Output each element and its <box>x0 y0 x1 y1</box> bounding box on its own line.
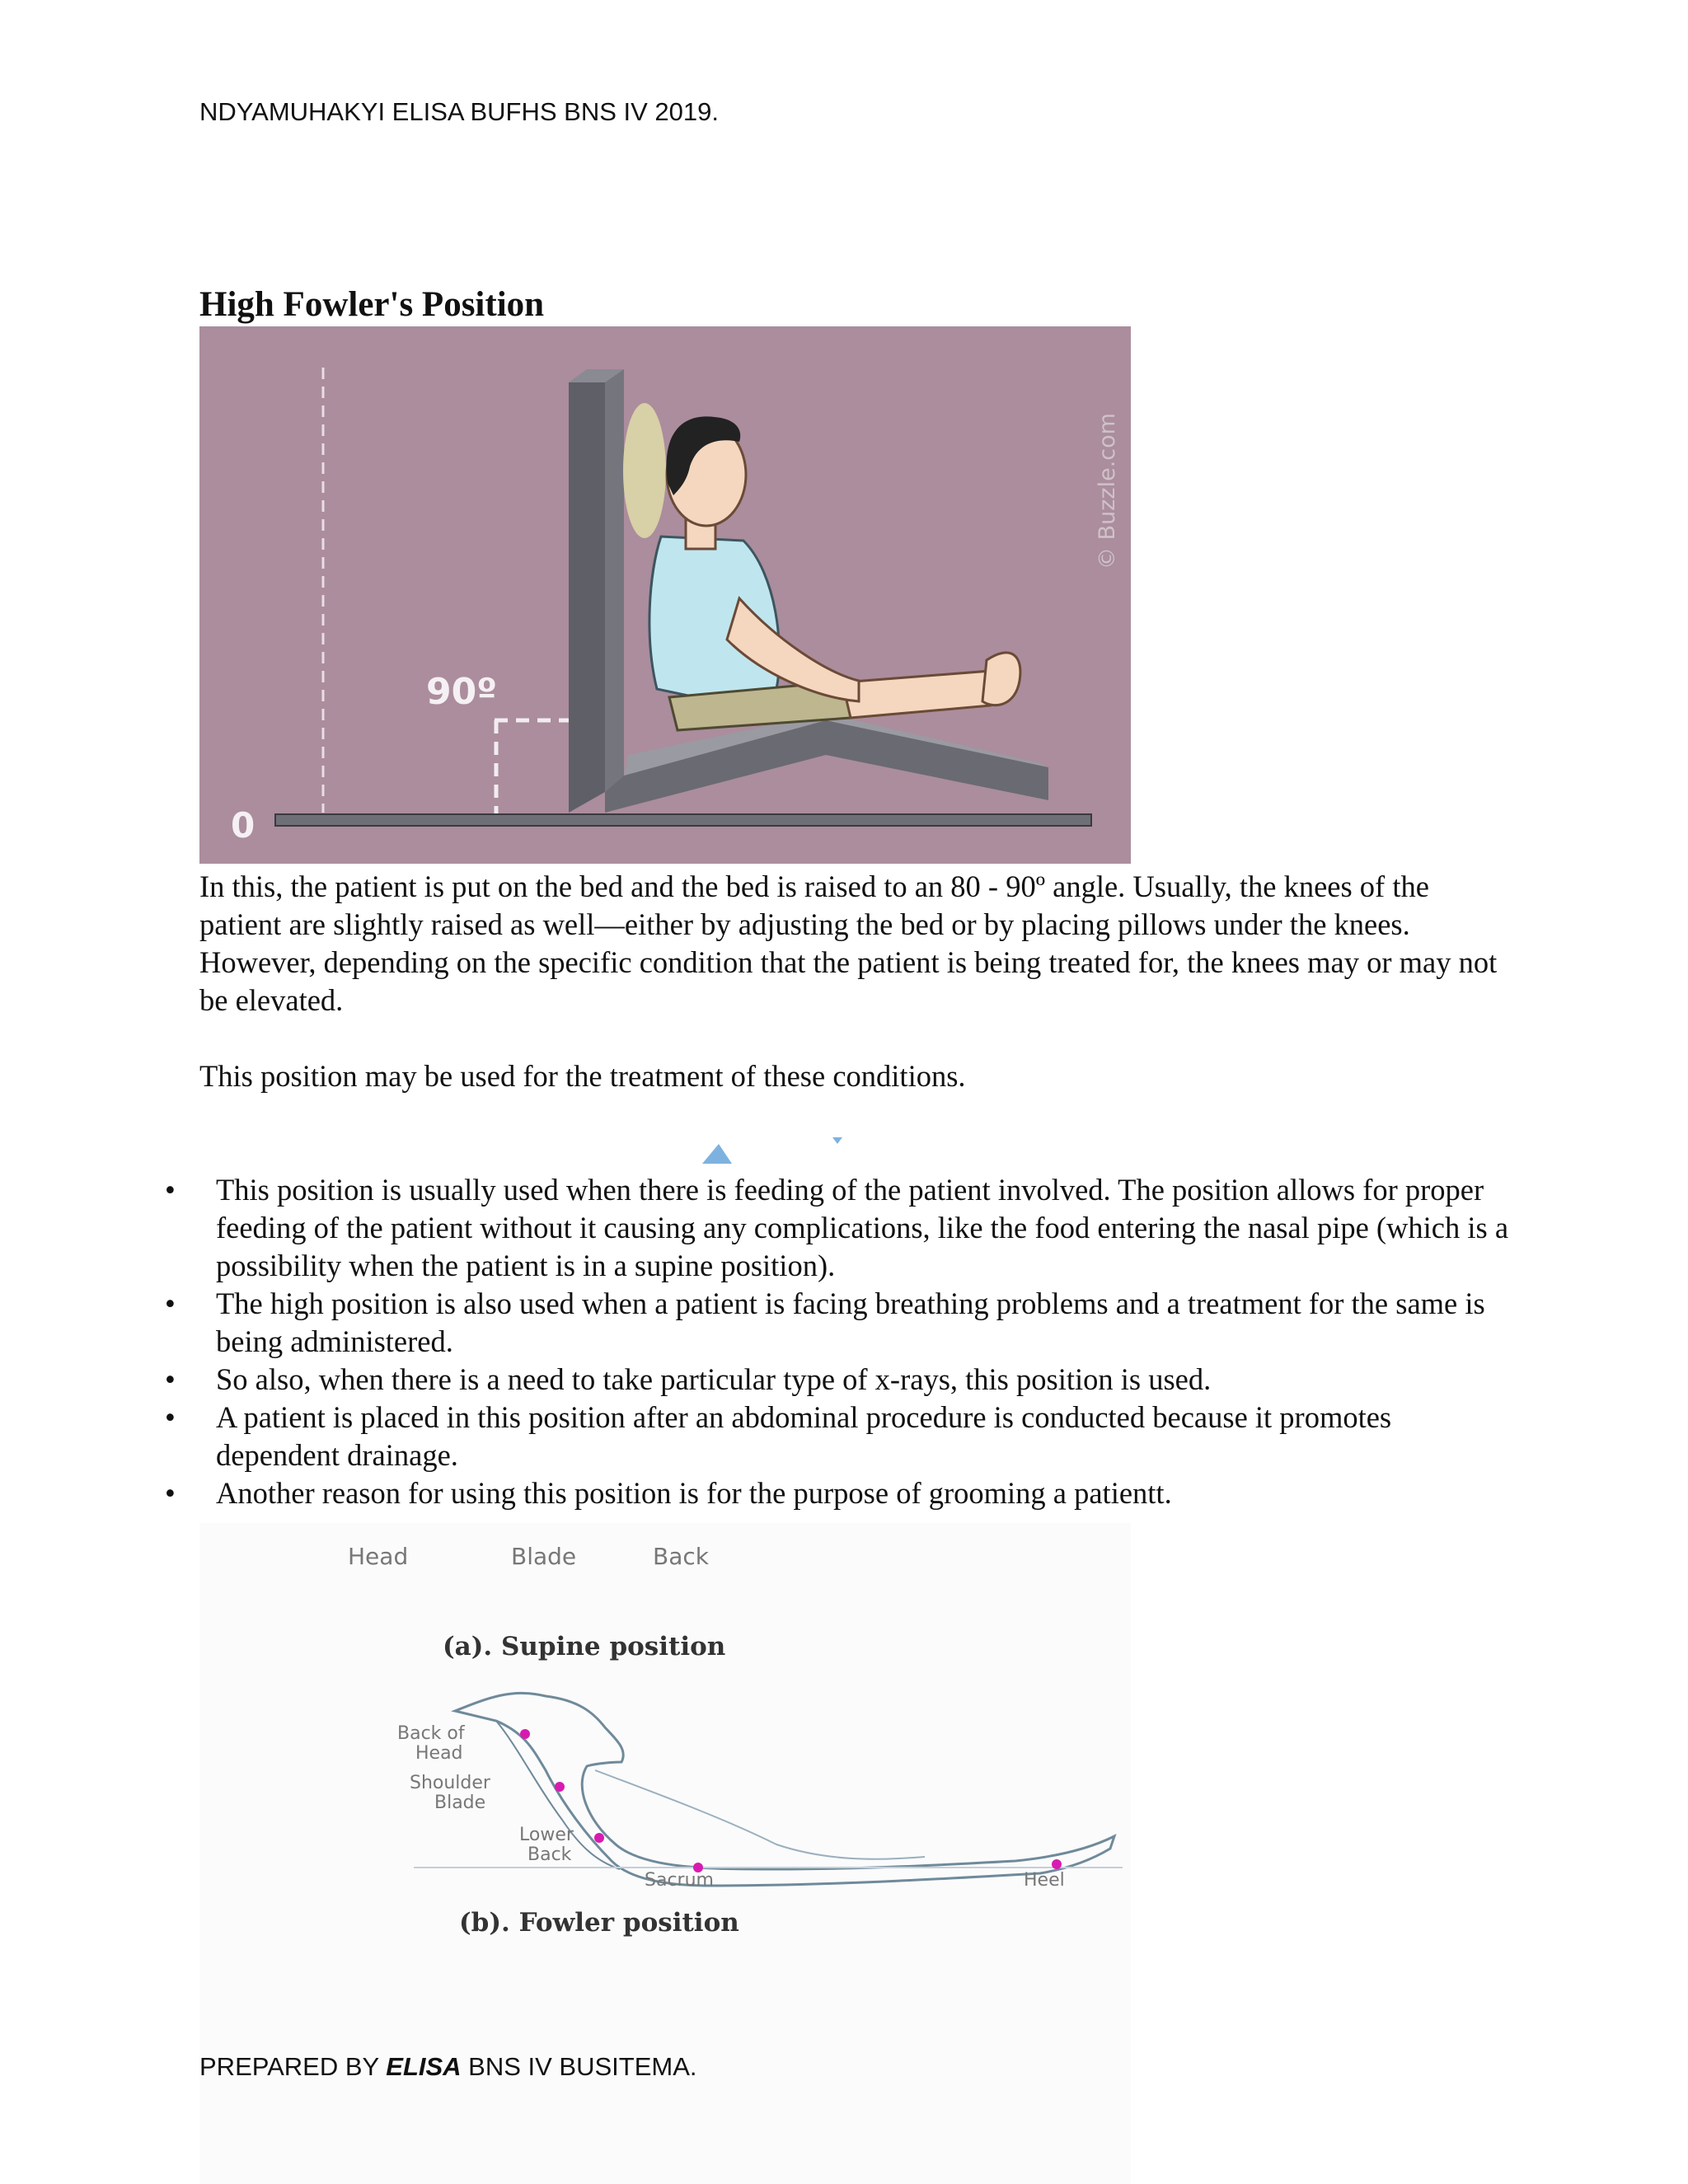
bullet-icon: • <box>165 1476 176 1510</box>
section-title: High Fowler's Position <box>199 285 545 324</box>
caption-fowler: (b). Fowler position <box>459 1908 739 1938</box>
label-lower-back-line1: Lower <box>519 1825 574 1845</box>
bullet-icon: • <box>165 1362 176 1396</box>
list-item: • Another reason for using this position is for the purpose of grooming a patientt. <box>165 1474 1517 1512</box>
zero-label: 0 <box>231 805 256 846</box>
conditions-list <box>165 1171 1517 1512</box>
pressure-point-heel <box>1052 1859 1062 1869</box>
high-fowler-illustration <box>199 326 1131 864</box>
bullet-icon: • <box>165 1400 176 1434</box>
list-item: • The high position is also used when a patient is facing breathing problems and a treatment for the same is being administered. <box>165 1286 1485 1358</box>
bed-back-side <box>605 369 624 792</box>
page-header: NDYAMUHAKYI ELISA BUFHS BNS IV 2019. <box>199 97 719 126</box>
top-label-back: Back <box>653 1543 709 1570</box>
list-item: • So also, when there is a need to take particular type of x-rays, this position is used. <box>165 1361 1517 1399</box>
angle-label: 90º <box>426 671 498 713</box>
top-label-blade: Blade <box>511 1543 577 1570</box>
label-shoulder-blade-line1: Shoulder <box>410 1773 490 1793</box>
pressure-point-back-of-head <box>520 1729 530 1739</box>
pressure-points-diagram <box>199 1523 1131 1968</box>
watermark-text: © Buzzle.com <box>1095 413 1120 569</box>
label-shoulder-blade-line2: Blade <box>434 1793 486 1813</box>
pressure-point-shoulder-blade <box>555 1782 565 1792</box>
bed-back-front <box>569 382 605 813</box>
label-lower-back-line2: Back <box>528 1844 572 1865</box>
page-footer <box>199 2052 697 2082</box>
caption-supine: (a). Supine position <box>443 1632 726 1661</box>
faint-watermark-mark <box>692 1129 857 1170</box>
bullet-icon: • <box>165 1173 176 1207</box>
intro-paragraph: In this, the patient is put on the bed and the bed is raised to an 80 - 90º angle. Usually, the knees of the patient are slightly raised as well―either by adjusting the bed or by placing pillows under the knees. However, depending on the specific condition that the patient is being treated for, the knees may or may not be elevated. <box>199 869 1498 1017</box>
label-sacrum: Sacrum <box>645 1870 714 1891</box>
pressure-point-lower-back <box>594 1833 604 1843</box>
pillow <box>623 403 666 538</box>
label-heel: Heel <box>1024 1870 1065 1891</box>
footer-prefix: PREPARED BY <box>199 2052 387 2081</box>
arm-contour <box>595 1770 925 1859</box>
list-item: • A patient is placed in this position after an abdominal procedure is conducted because it promotes dependent drainage. <box>165 1400 1392 1472</box>
list-item: • This position is usually used when there is feeding of the patient involved. The position allows for proper feeding of the patient without it causing any complications, like the food entering the nasal pipe (which is a possibility when the patient is in a supine position). <box>165 1173 1509 1282</box>
floor-line <box>275 814 1091 826</box>
label-back-of-head-line2: Head <box>415 1743 463 1764</box>
bullet-icon: • <box>165 1286 176 1320</box>
footer-suffix: BNS IV BUSITEMA. <box>461 2052 697 2081</box>
label-back-of-head-line1: Back of <box>397 1723 465 1744</box>
footer-name: ELISA <box>386 2052 462 2081</box>
top-label-head: Head <box>348 1543 409 1570</box>
lead-in-paragraph: This position may be used for the treatment of these conditions. <box>199 1059 966 1093</box>
